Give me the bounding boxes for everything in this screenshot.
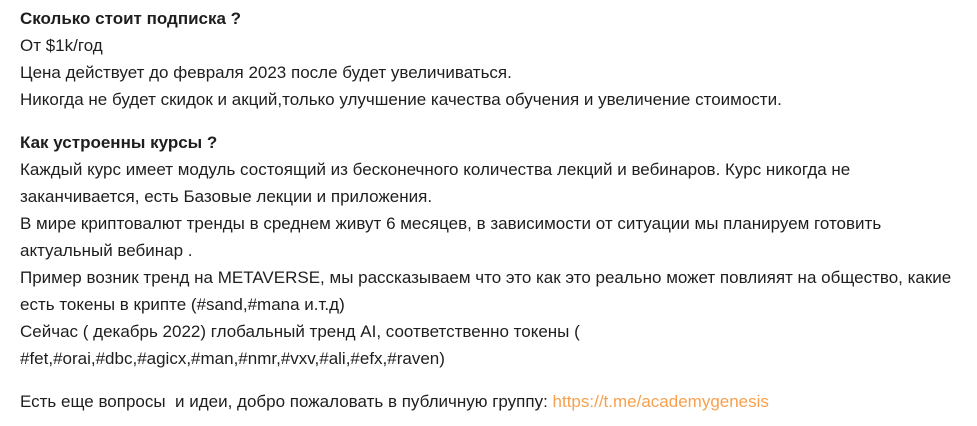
answer-line: заканчивается, есть Базовые лекции и приложения.	[20, 187, 433, 206]
faq-section-pricing	[20, 5, 967, 113]
footer-text: Есть еще вопросы и идеи, добро пожаловать в публичную группу:	[20, 392, 553, 411]
faq-section-courses	[20, 129, 967, 372]
answer-line: От $1k/год	[20, 36, 103, 55]
question-heading-courses: Как устроенны курсы ?	[20, 133, 218, 152]
answer-line: Сейчас ( декабрь 2022) глобальный тренд AI, соответственно токены (	[20, 322, 580, 341]
answer-line: Никогда не будет скидок и акций,только улучшение качества обучения и увеличение стоимости.	[20, 90, 782, 109]
answer-line: Цена действует до февраля 2023 после будет увеличиваться.	[20, 63, 512, 82]
answer-line: актуальный вебинар .	[20, 241, 193, 260]
question-heading-pricing: Сколько стоит подписка ?	[20, 9, 242, 28]
answer-line: #fet,#orai,#dbc,#agicx,#man,#nmr,#vxv,#ali,#efx,#raven)	[20, 349, 445, 368]
footer-note	[20, 388, 967, 415]
telegram-group-link[interactable]: https://t.me/academygenesis	[552, 392, 769, 411]
answer-line: Каждый курс имеет модуль состоящий из бесконечного количества лекций и вебинаров. Курс никогда не	[20, 160, 851, 179]
answer-line: В мире криптовалют тренды в среднем живут 6 месяцев, в зависимости от ситуации мы планируем готовить	[20, 214, 882, 233]
answer-line: Пример возник тренд на METAVERSE, мы рассказываем что это как это реально может повлияят на общество, какие	[20, 268, 952, 287]
answer-line: есть токены в крипте (#sand,#mana и.т.д)	[20, 295, 345, 314]
